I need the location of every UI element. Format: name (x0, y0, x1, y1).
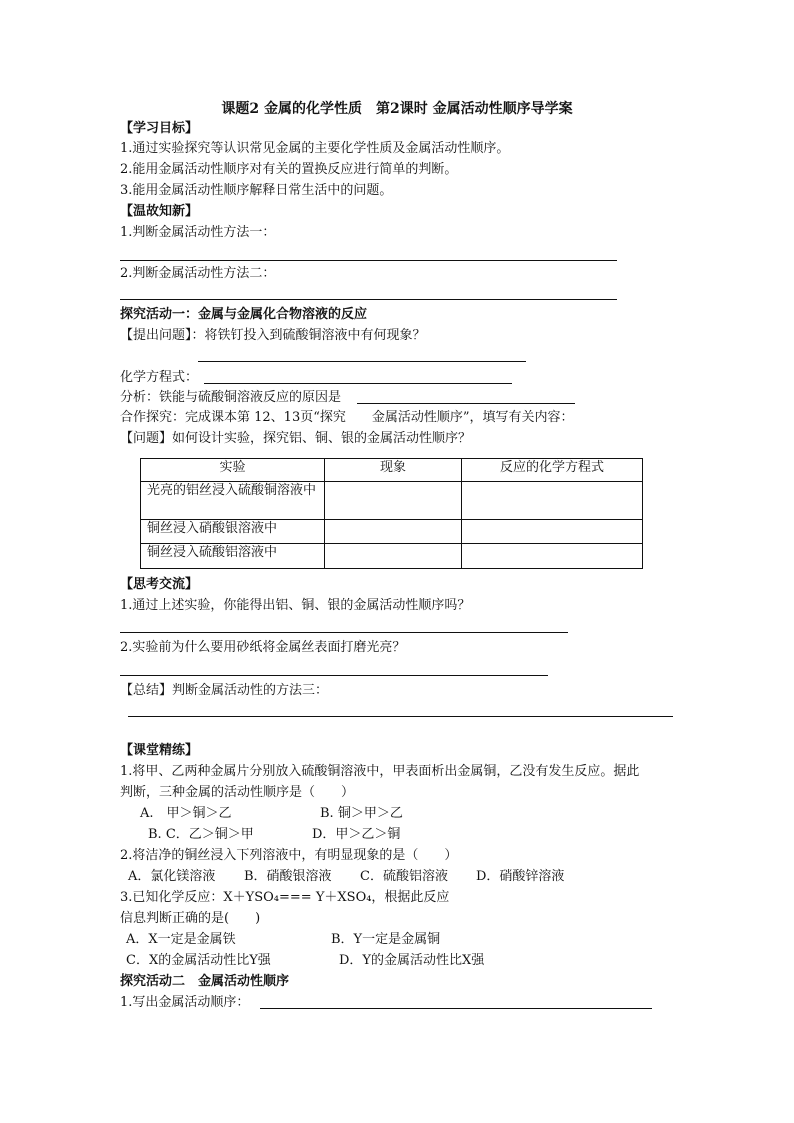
activity1-question: 【提出问题】：将铁钉投入到硫酸铜溶液中有何现象？ (120, 328, 426, 343)
table-header-row (141, 459, 643, 482)
practice-q1-option-c: B. C．乙＞铜＞甲 (148, 827, 254, 842)
table-cell-experiment: 铜丝浸入硝酸银溶液中 (141, 520, 325, 544)
practice-q2-option-a: A．氯化镁溶液 (128, 869, 216, 884)
table-row (141, 520, 643, 544)
practice-heading: 【课堂精练】 (120, 743, 199, 758)
activity2-q1: 1.写出金属活动顺序： (120, 995, 250, 1010)
table-cell-equation[interactable] (462, 544, 643, 569)
answer-line[interactable] (128, 716, 673, 717)
table-row (141, 544, 643, 569)
practice-q3-option-d: D．Y的金属活动性比X强 (339, 953, 485, 968)
answer-line[interactable] (204, 383, 512, 384)
practice-q1-option-a: A. 甲＞铜＞乙 (140, 806, 232, 821)
table-cell-experiment: 光亮的铝丝浸入硫酸铜溶液中 (141, 482, 325, 520)
practice-q2: 2.将洁净的铜丝浸入下列溶液中，有明显现象的是（ ） (120, 848, 458, 863)
page-title: 课题2 金属的化学性质 第2课时 金属活动性顺序导学案 (221, 101, 573, 117)
table-row (141, 482, 643, 520)
think-heading: 【思考交流】 (120, 577, 199, 592)
activity2-heading: 探究活动二 金属活动性顺序 (120, 974, 290, 989)
table-header-cell: 实验 (141, 459, 325, 482)
answer-line[interactable] (120, 260, 617, 261)
review-q2: 2.判断金属活动性方法二： (120, 266, 276, 281)
objectives-heading: 【学习目标】 (120, 121, 199, 136)
table-cell-equation[interactable] (462, 482, 643, 520)
objective-item-1: 1.通过实验探究等认识常见金属的主要化学性质及金属活动性顺序。 (120, 141, 510, 156)
activity1-heading: 探究活动一：金属与金属化合物溶液的反应 (120, 307, 368, 322)
table-header-cell: 现象 (325, 459, 462, 482)
practice-q2-option-c: C．硫酸铝溶液 (360, 869, 448, 884)
table-cell-phenomenon[interactable] (325, 482, 462, 520)
summary-text: 【总结】判断金属活动性的方法三： (120, 683, 329, 698)
answer-line[interactable] (120, 299, 617, 300)
practice-q3-line2: 信息判断正确的是( ) (120, 911, 261, 926)
practice-q1-option-b: B. 铜＞甲＞乙 (320, 806, 403, 821)
table-cell-phenomenon[interactable] (325, 520, 462, 544)
objective-item-2: 2.能用金属活动性顺序对有关的置换反应进行简单的判断。 (120, 162, 458, 177)
review-q1: 1.判断金属活动性方法一： (120, 225, 276, 240)
practice-q2-option-d: D．硝酸锌溶液 (476, 869, 565, 884)
objective-item-3: 3.能用金属活动性顺序解释日常生活中的问题。 (120, 183, 393, 198)
answer-line[interactable] (357, 403, 575, 404)
practice-q3-option-a: A．X一定是金属铁 (126, 932, 236, 947)
practice-q2-option-b: B．硝酸银溶液 (244, 869, 332, 884)
practice-q1-option-d: D．甲＞乙＞铜 (312, 827, 401, 842)
answer-line[interactable] (198, 361, 526, 362)
practice-q3-option-b: B．Y一定是金属铜 (331, 932, 441, 947)
table-header-cell: 反应的化学方程式 (462, 459, 643, 482)
problem-text: 【问题】如何设计实验，探究铝、铜、银的金属活动性顺序？ (120, 431, 472, 446)
practice-q1-line1: 1.将甲、乙两种金属片分别放入硫酸铜溶液中，甲表面析出金属铜，乙没有发生反应。据此 (120, 764, 640, 779)
coop-text: 合作探究：完成课本第 12、13页“探究 金属活动性顺序”，填写有关内容： (120, 410, 574, 425)
analysis-label: 分析：铁能与硫酸铜溶液反应的原因是 (120, 390, 342, 405)
equation-label: 化学方程式： (120, 370, 199, 385)
answer-line[interactable] (120, 675, 548, 676)
think-q1: 1.通过上述实验，你能得出铝、铜、银的金属活动性顺序吗？ (120, 598, 471, 613)
practice-q1-line2: 判断，三种金属的活动性顺序是（ ） (120, 785, 355, 800)
table-cell-experiment: 铜丝浸入硫酸铝溶液中 (141, 544, 325, 569)
table-cell-phenomenon[interactable] (325, 544, 462, 569)
review-heading: 【温故知新】 (120, 204, 199, 219)
practice-q3-option-c: C．X的金属活动性比Y强 (126, 953, 271, 968)
experiment-table (140, 458, 643, 569)
answer-line[interactable] (120, 632, 568, 633)
table-cell-equation[interactable] (462, 520, 643, 544)
answer-line[interactable] (260, 1008, 652, 1009)
practice-q3-line1: 3.已知化学反应：X＋YSO₄=== Y＋XSO₄，根据此反应 (120, 890, 450, 905)
think-q2: 2.实验前为什么要用砂纸将金属丝表面打磨光亮？ (120, 640, 406, 655)
